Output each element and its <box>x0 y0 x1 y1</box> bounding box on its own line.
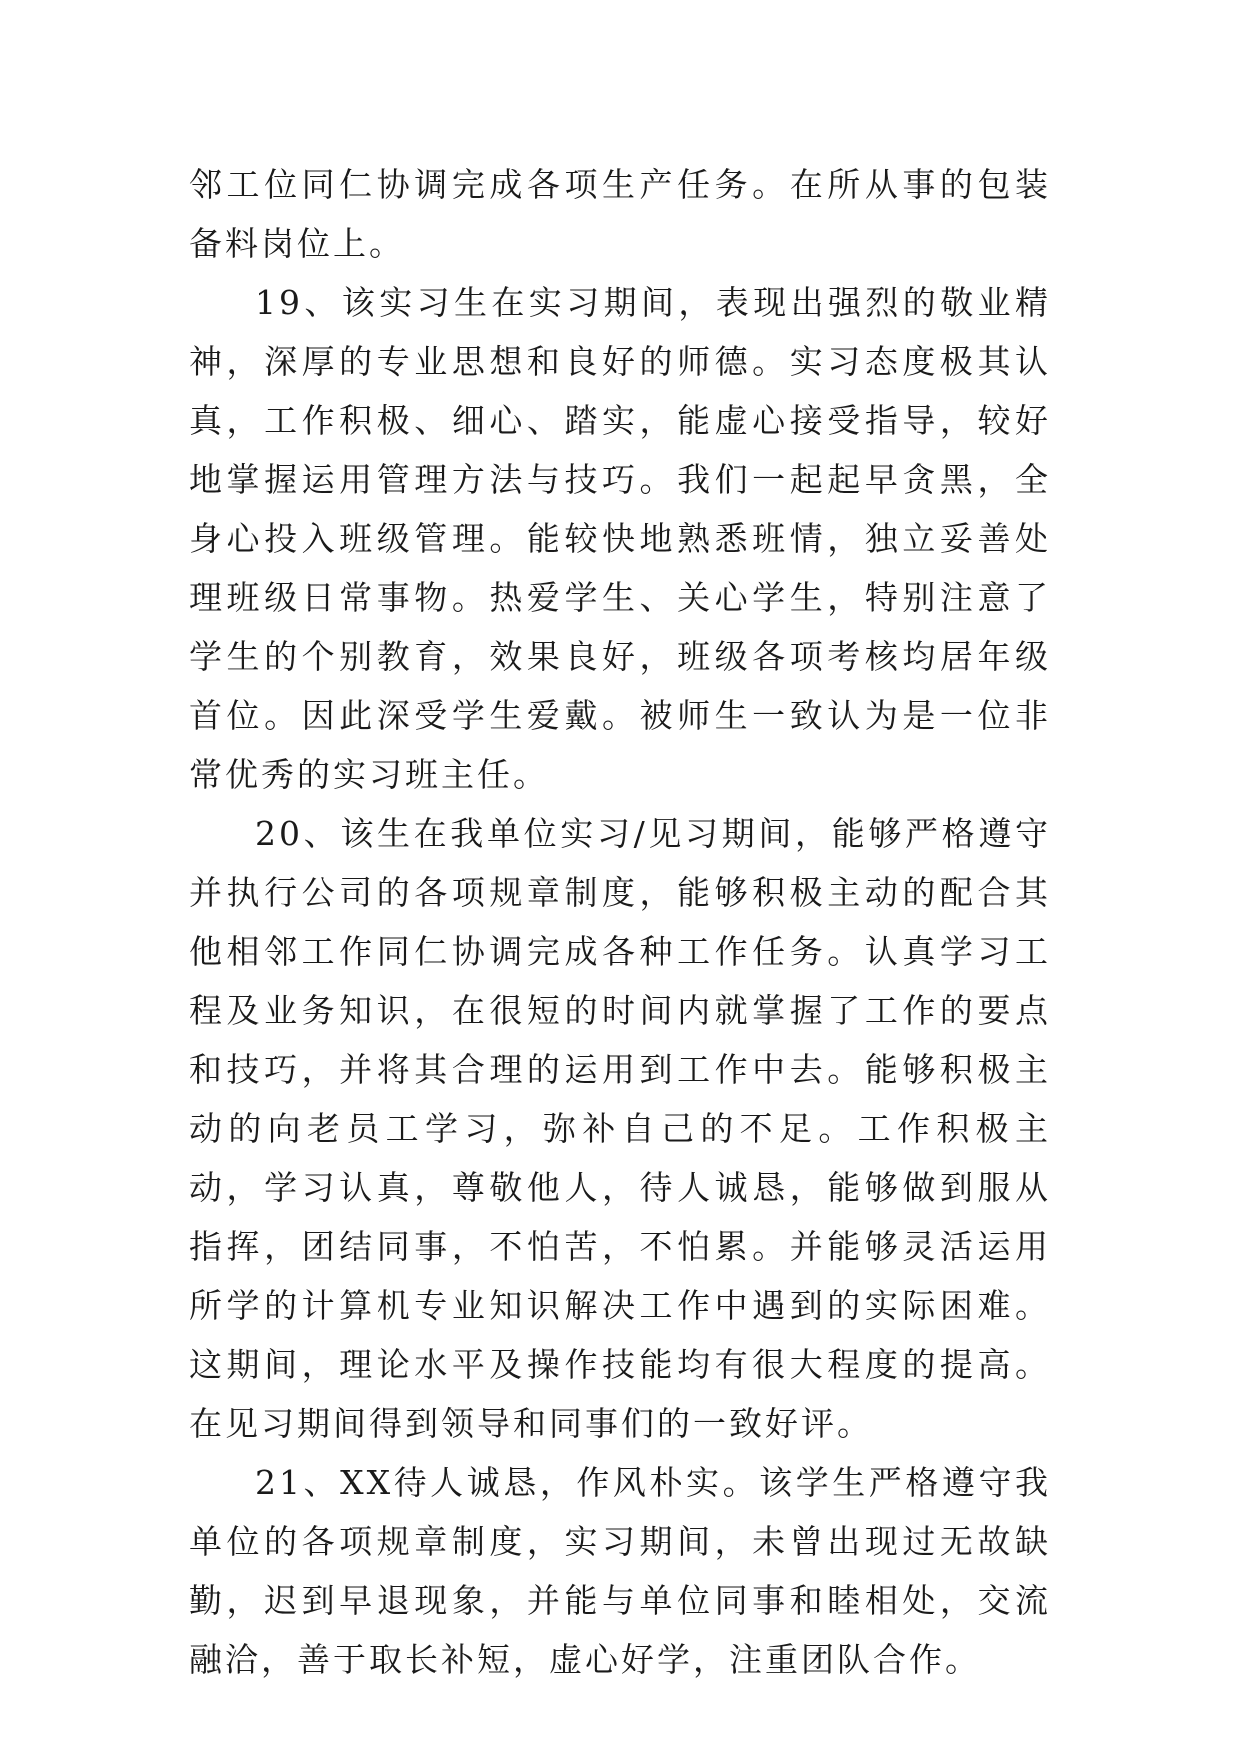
paragraph-21: 21、XX待人诚恳，作风朴实。该学生严格遵守我单位的各项规章制度，实习期间，未曾出现过无故缺勤，迟到早退现象，并能与单位同事和睦相处，交流融洽，善于取长补短，虚心好学，注重团队合作。 <box>189 1463 1051 1679</box>
paragraph-19: 19、该实习生在实习期间，表现出强烈的敬业精神，深厚的专业思想和良好的师德。实习态度极其认真，工作积极、细心、踏实，能虚心接受指导，较好地掌握运用管理方法与技巧。我们一起起早贪黑，全身心投入班级管理。能较快地熟悉班情，独立妥善处理班级日常事物。热爱学生、关心学生，特别注意了学生的个别教育，效果良好，班级各项考核均居年级首位。因此深受学生爱戴。被师生一致认为是一位非常优秀的实习班主任。 <box>189 283 1051 794</box>
paragraph-20: 20、该生在我单位实习/见习期间，能够严格遵守并执行公司的各项规章制度，能够积极主动的配合其他相邻工作同仁协调完成各种工作任务。认真学习工程及业务知识，在很短的时间内就掌握了工作的要点和技巧，并将其合理的运用到工作中去。能够积极主动的向老员工学习，弥补自己的不足。工作积极主动，学习认真，尊敬他人，待人诚恳，能够做到服从指挥，团结同事，不怕苦，不怕累。并能够灵活运用所学的计算机专业知识解决工作中遇到的实际困难。这期间，理论水平及操作技能均有很大程度的提高。在见习期间得到领导和同事们的一致好评。 <box>189 814 1051 1443</box>
document-body <box>189 155 1051 1689</box>
paragraph-continuation: 邻工位同仁协调完成各项生产任务。在所从事的包装备料岗位上。 <box>189 165 1051 263</box>
